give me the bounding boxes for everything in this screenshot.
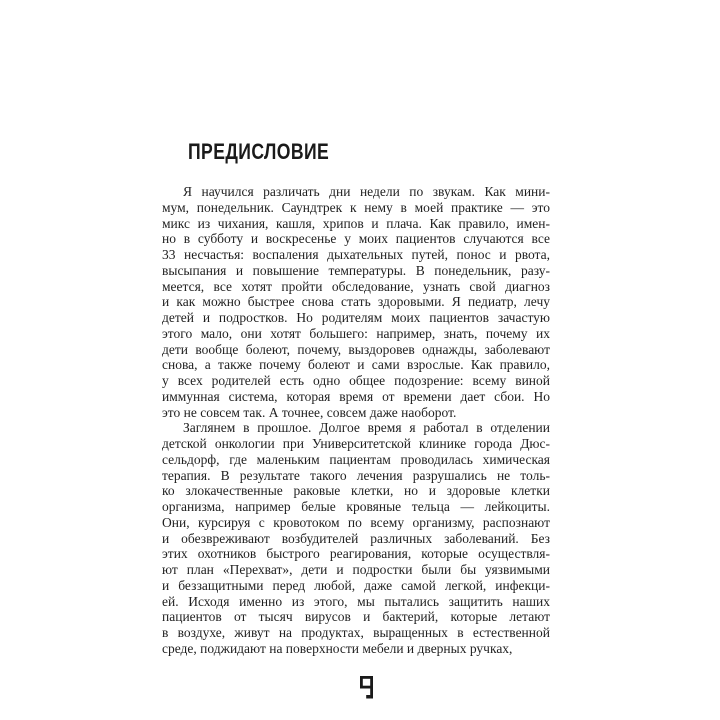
text-line: дети вообще болеют, почему, выздоровев однажды, заболевают — [162, 341, 550, 357]
text-line: пациентов от тысяч вирусов и бактерий, которые летают — [162, 609, 550, 625]
text-line: и обезвреживают возбудителей различных заболеваний. Без — [162, 530, 550, 546]
body-text — [162, 184, 550, 657]
text-line: меется, все хотят пройти обследование, узнать свой диагноз — [162, 278, 550, 294]
text-line: и как можно быстрее снова стать здоровыми. Я педиатр, лечу — [162, 294, 550, 310]
text-line: Заглянем в прошлое. Долгое время я работал в отделении — [183, 420, 550, 436]
text-line: организма, например белые кровяные тельца — лейкоциты. — [162, 499, 550, 514]
text-line: среде, поджидают на поверхности мебели и дверных ручках, — [162, 640, 513, 656]
page-number — [359, 676, 374, 699]
text-line: ко злокачественные раковые клетки, но и здоровые клетки — [162, 483, 550, 499]
text-line: Они, курсируя с кровотоком по всему организму, распознают — [162, 514, 550, 530]
text-line: у всех родителей есть одно общее подозрение: всему виной — [162, 373, 550, 388]
text-line: ют план «Перехват», дети и подростки были бы уязвимыми — [162, 562, 550, 577]
text-line: и беззащитными перед любой, даже самой легкой, инфекци- — [162, 577, 550, 593]
text-line: снова, а также почему болеют и сами взрослые. Как правило, — [162, 357, 550, 373]
text-line: ей. Исходя именно из этого, мы пытались защитить наших — [162, 593, 550, 609]
text-line: детской онкологии при Университетской клинике города Дюс- — [162, 436, 550, 451]
text-line: микс из чихания, кашля, хрипов и плача. Как правило, имен- — [162, 215, 550, 231]
text-line: Я научился различать дни недели по звукам. Как мини- — [183, 184, 550, 199]
text-line: иммунная система, которая время от времени дает сбои. Но — [162, 388, 550, 404]
text-line: высыпания и повышение температуры. В понедельник, разу- — [162, 262, 550, 278]
text-line: мум, понедельник. Саундтрек к нему в моей практике — это — [162, 199, 550, 215]
text-line: детей и подростков. Но родителям моих пациентов зачастую — [162, 310, 550, 325]
text-line: это не совсем так. А точнее, совсем даже наоборот. — [162, 404, 457, 420]
text-line: в воздухе, живут на продуктах, выращенных в естественной — [162, 625, 550, 640]
text-line: этого мало, они хотят большего: например, знать, почему их — [162, 325, 550, 341]
text-line: 33 несчастья: воспаления дыхательных путей, понос и рвота, — [162, 247, 550, 262]
text-line: сельдорф, где маленьким пациентам проводилась химическая — [162, 451, 550, 467]
text-line: терапия. В результате такого лечения разрушались не толь- — [162, 467, 550, 483]
text-line: но в субботу и воскресенье у моих пациентов случаются все — [162, 231, 550, 247]
page-title: ПРЕДИСЛОВИЕ — [188, 139, 330, 164]
page-number-glyph — [359, 676, 374, 699]
text-line: этих охотников быстрого реагирования, которые осуществля- — [162, 546, 550, 562]
